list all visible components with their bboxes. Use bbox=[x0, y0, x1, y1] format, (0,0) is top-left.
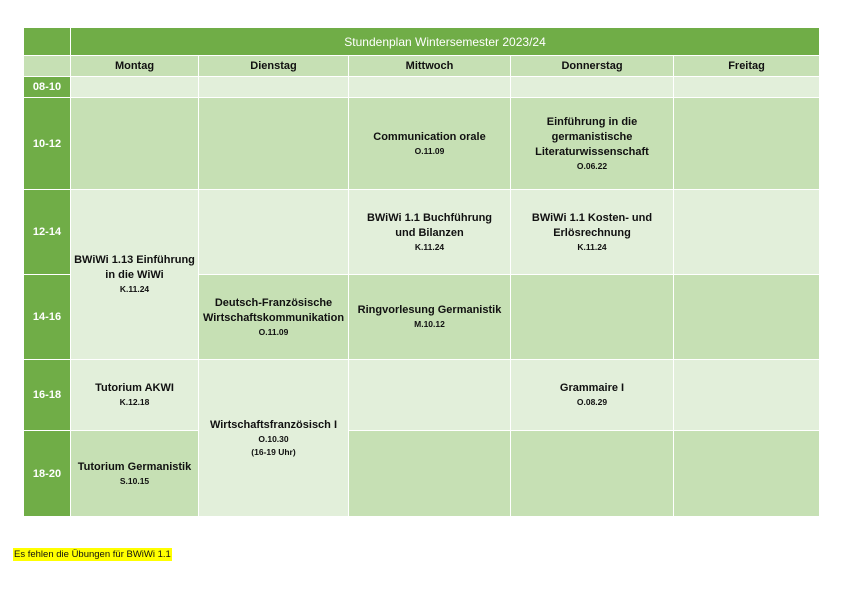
course-name: Communication orale bbox=[373, 130, 486, 143]
course-communication-orale bbox=[349, 98, 511, 190]
course-ringvorlesung-germanistik bbox=[349, 275, 511, 360]
course-name: Tutorium AKWI bbox=[95, 382, 174, 394]
course-grammaire-1 bbox=[511, 360, 674, 431]
cell-fr-1012 bbox=[674, 98, 820, 190]
course-bwiwi-1-13 bbox=[71, 190, 199, 360]
time-slot-12-14: 12-14 bbox=[24, 190, 71, 275]
cell-di-0810 bbox=[199, 77, 349, 98]
course-room: O.10.30 bbox=[258, 434, 289, 444]
course-room: S.10.15 bbox=[119, 475, 150, 486]
footnote-highlight: Es fehlen die Übungen für BWiWi 1.1 bbox=[14, 549, 171, 560]
course-bwiwi-1-1-buchfuehrung bbox=[349, 190, 511, 275]
cell-fr-1820 bbox=[674, 431, 820, 517]
cell-di-1012 bbox=[199, 98, 349, 190]
cell-mi-1820 bbox=[349, 431, 511, 517]
day-header-tuesday: Dienstag bbox=[199, 56, 349, 77]
time-slot-14-16: 14-16 bbox=[24, 275, 71, 360]
cell-do-0810 bbox=[511, 77, 674, 98]
course-name: Ringvorlesung Germanistik bbox=[357, 304, 502, 316]
day-header-monday: Montag bbox=[71, 56, 199, 77]
day-header-empty bbox=[24, 56, 71, 77]
cell-fr-1416 bbox=[674, 275, 820, 360]
cell-do-1820 bbox=[511, 431, 674, 517]
course-room: M.10.12 bbox=[414, 319, 445, 329]
course-room: O.06.22 bbox=[576, 160, 608, 171]
course-einfuehrung-literaturwissenschaft bbox=[511, 98, 674, 190]
course-wirtschaftsfranzoesisch-1 bbox=[199, 360, 349, 517]
cell-do-1416 bbox=[511, 275, 674, 360]
course-room: K.11.24 bbox=[119, 284, 150, 294]
course-time-note: (16-19 Uhr) bbox=[251, 447, 296, 457]
course-tutorium-germanistik bbox=[71, 431, 199, 517]
course-room: K.11.24 bbox=[577, 241, 607, 252]
course-bwiwi-1-1-kosten bbox=[511, 190, 674, 275]
course-name: Deutsch-Französische Wirtschaftskommunikation bbox=[202, 296, 345, 324]
course-room: O.11.09 bbox=[258, 326, 289, 337]
day-header-friday: Freitag bbox=[674, 56, 820, 77]
cell-mi-1618 bbox=[349, 360, 511, 431]
course-name: Grammaire I bbox=[559, 382, 625, 394]
day-header-wednesday: Mittwoch bbox=[349, 56, 511, 77]
course-name: BWiWi 1.1 Buchführung und Bilanzen bbox=[366, 211, 493, 239]
time-slot-08-10: 08-10 bbox=[24, 77, 71, 98]
course-name: BWiWi 1.13 Einführung in die WiWi bbox=[74, 254, 195, 281]
time-slot-18-20: 18-20 bbox=[24, 431, 71, 517]
cell-mo-0810 bbox=[71, 77, 199, 98]
time-slot-10-12: 10-12 bbox=[24, 98, 71, 190]
time-slot-16-18: 16-18 bbox=[24, 360, 71, 431]
course-room: K.11.24 bbox=[414, 241, 445, 252]
course-room: O.08.29 bbox=[576, 397, 608, 407]
timetable bbox=[23, 27, 820, 517]
cell-fr-1214 bbox=[674, 190, 820, 275]
course-room: O.11.09 bbox=[414, 145, 445, 156]
cell-fr-0810 bbox=[674, 77, 820, 98]
cell-fr-1618 bbox=[674, 360, 820, 431]
course-room: K.12.18 bbox=[119, 397, 150, 407]
day-header-thursday: Donnerstag bbox=[511, 56, 674, 77]
cell-mi-0810 bbox=[349, 77, 511, 98]
timetable-title: Stundenplan Wintersemester 2023/24 bbox=[71, 28, 820, 56]
course-name: Tutorium Germanistik bbox=[77, 460, 192, 473]
course-deutsch-franzoesische-wirtschaftskommunikation bbox=[199, 275, 349, 360]
course-name: BWiWi 1.1 Kosten- und Erlösrechnung bbox=[531, 211, 653, 239]
course-tutorium-akwi bbox=[71, 360, 199, 431]
cell-mo-1012 bbox=[71, 98, 199, 190]
course-name: Einführung in die germanistische Literaturwissenschaft bbox=[535, 115, 649, 158]
course-name: Wirtschaftsfranzösisch I bbox=[209, 419, 338, 431]
corner-cell bbox=[24, 28, 71, 56]
cell-di-1214 bbox=[199, 190, 349, 275]
